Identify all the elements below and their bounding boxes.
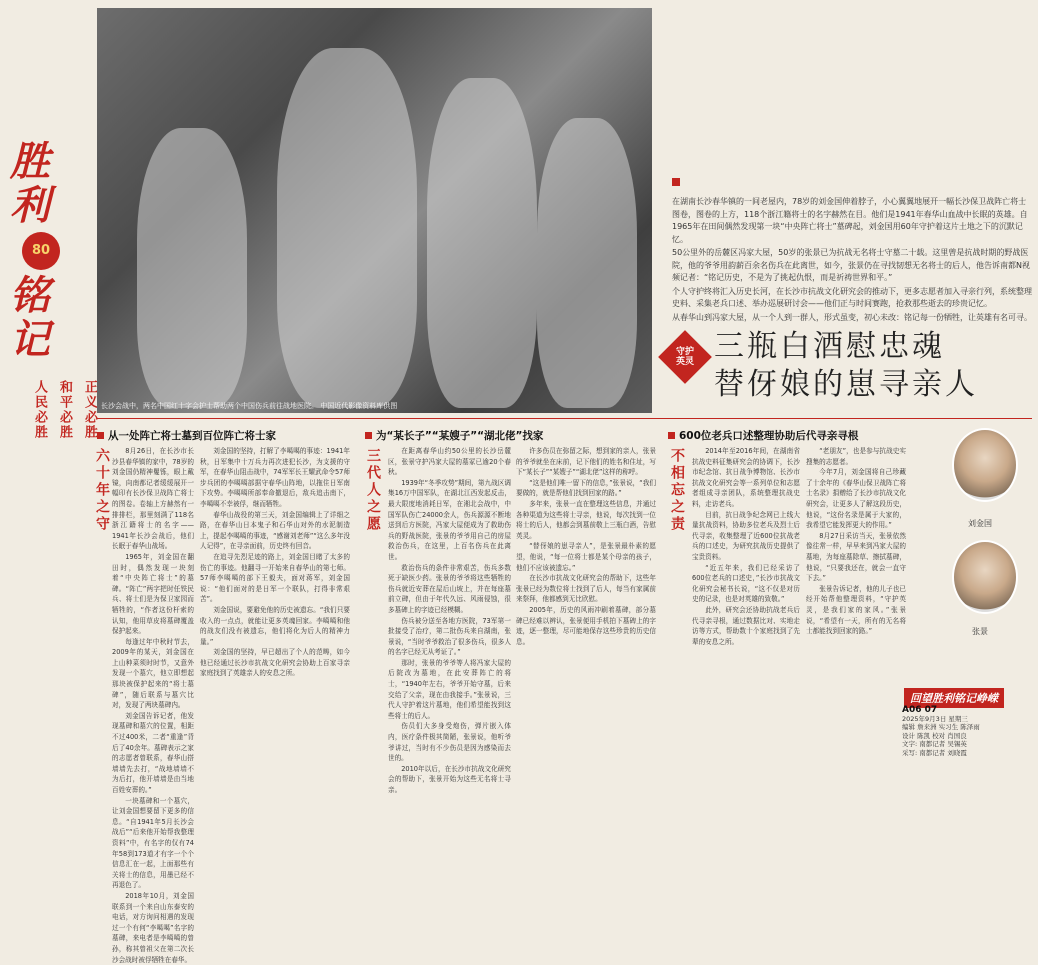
- body-paragraph: 在长沙市抗战文化研究会的帮助下，这些年张景已经为数位将士找到了后人，每当有家属前来祭拜，他都感到无比欣慰。: [516, 574, 656, 604]
- masthead-char-3: 铭: [10, 272, 50, 319]
- section-divider: [97, 418, 1032, 419]
- article-body: [112, 446, 194, 964]
- body-paragraph: 1965年，刘金国在翻田时，偶然发现一块刻着“中央阵亡将士”的墓碑。“阵亡”两字把时任铁民兵、将士们是为保卫家园而牺牲的，“作者这份杆索的认知，他用草皮将墓碑覆盖保护起来。: [112, 552, 194, 636]
- column-vertical-title: 不相忘之责: [669, 448, 685, 533]
- body-paragraph: 8月26日，在长沙市长沙县春华镇的家中，78岁的刘金国仍精神矍铄，眼上戴镜，向南都记者缓缓展开一幅印有长沙保卫战阵亡将士的图卷。卷轴上方赫然有一排排栏，那里刻满了118名浙江籍将士的名字——1941年长沙会战后，他们长眠于春华山战场。: [112, 447, 194, 551]
- anniversary-badge: 80: [22, 232, 60, 270]
- historic-photo: [97, 8, 652, 413]
- masthead-char-2: 利: [10, 182, 50, 229]
- slogans: [30, 380, 99, 440]
- intro-paragraph: 从春华山到冯家大屋，从一个人到一群人，形式虽变，初心未改：铭记每一份牺牲，让英雄有名可寻。: [672, 312, 1032, 322]
- body-paragraph: 2014年至2016年间，在湖南省抗战史料征集研究会的协调下，长沙市纪念馆、抗日战争博物馆、长沙市抗战文化研究会等一系列单位和志愿者组成寻亲团队，系统整理抗战史料，走访老兵。: [692, 447, 800, 508]
- intro-paragraph: 50公里外的岳麓区冯家大屋，50岁的张景已为抗战无名将士守墓二十载。这里曾是抗战时期的野战医院，他的爷爷用韵薪百余名伤兵在此离世，如今，张景仍在寻找韧想无名将士的后人，他告诉南都N视频记者：“铭记历史，不是为了挑起仇恨，而是祈祷世界和平。”: [672, 248, 1030, 282]
- portrait-liu-jinguo: [952, 428, 1018, 502]
- slogan-peace: 和平必胜: [57, 380, 72, 440]
- body-paragraph: 8月27日采访当天，张景依然像往常一样，早早来到冯家大屋的墓地，为每座墓除草、擦拭墓碑，他说，“只要我还在，就会一直守下去。”: [806, 531, 906, 583]
- body-paragraph: 张景告诉记者，他的儿子也已经开始帮他整理资料，“守护英灵，是我们家的家风。”张景说，“希望有一天，所有的无名将士都能找到回家的路。”: [806, 584, 906, 636]
- body-paragraph: 伤兵被分送至各地方医院，73军第一批接受了治疗，第二批伤兵来自湖南，张景说，“当时爷爷救治了很多伤兵，很多人的名字已经无从考证了。”: [388, 616, 511, 657]
- column-heading: 从一处阵亡将士墓到百位阵亡将士家: [97, 428, 276, 443]
- body-paragraph: 救治伤兵的条件非常艰苦，伤兵多数死于缺医少药。张景的爷爷将这些牺牲的伤兵就近安葬在屋后山坡上，并在每座墓前立碑，但由于年代久远、风雨侵蚀，很多墓碑上的字迹已经模糊。: [388, 563, 511, 614]
- masthead-char-1: 胜: [10, 138, 50, 185]
- body-paragraph: 目前，抗日战争纪念网已上线大量抗战资料，协助多位老兵及烈士后代寻亲，收集整理了近600位抗战老兵的口述史，为研究抗战历史提供了宝贵资料。: [692, 510, 800, 561]
- portrait-name: 张景: [972, 627, 988, 636]
- body-paragraph: 许多伤员在弥留之际，想到家的亲人，张景的爷爷就坐在床前，记下他们的姓名和住址，写下“某长子”“某嫂子”“湖北佬”这样的称呼。: [516, 447, 656, 477]
- article-body: [200, 446, 350, 746]
- body-paragraph: “这是他们唯一留下的信息，”张景说，“我们要做的，就是帮他们找到回家的路。”: [516, 478, 656, 498]
- article-body: [692, 446, 800, 746]
- body-paragraph: 刘金国的坚持，打解了李噶噶的事迹：1941年秋，日军集中十万兵力再次进犯长沙，为支援的守军，在春华山阻击战中，74军军长王耀武命令57师步兵团的李噶噶部据守春华山阵地，以拖住日军南下攻势。李噶噶所部奉命撤退后，敌兵追击南下，李噶噶不幸被俘，继而牺牲。: [200, 447, 350, 508]
- column-heading: 为“某长子”“某嫂子”“湖北佬”找家: [365, 428, 543, 443]
- body-paragraph: 此外，研究会还协助抗战老兵后代寻亲寻根，通过数据比对、实地走访等方式，帮助数十个家庭找到了先辈的安息之所。: [692, 605, 800, 646]
- masthead-char-4: 记: [10, 316, 50, 363]
- left-strip: [0, 0, 97, 750]
- footer-banner: 回望胜利铭记峥嵘: [904, 688, 1004, 708]
- footer-meta: [902, 706, 980, 757]
- section-tag-label: 守护英灵: [675, 347, 694, 367]
- body-paragraph: 2018年10月，刘金国联系到一个来自山东泰安的电话，对方询问相遇的发现过一个有何“李噶噶”名字的墓碑，来电者是李噶噶的曾孙，称其曾祖父在第二次长沙会战时被俘牺牲在春华。: [112, 891, 194, 964]
- body-paragraph: “近五年来，我们已经采访了600位老兵的口述史，”长沙市抗战文化研究会秘书长说，“这不仅是对历史的记录，也是对英雄的致敬。”: [692, 563, 800, 604]
- body-paragraph: 一块墓碑和一个墓穴，让刘金国想要留下更多的信息。“自1941年5月长沙会战后”“后来他开始帮我整理资料”中，有名字的仅有74年58到173道才有字一个个信息汇在一起，上面那些有关将士的信息，用墨已经不再退色了。: [112, 796, 194, 890]
- body-paragraph: 1939年“冬季攻势”期间，第九战区调集16万中国军队，在湖北江西发起反击，最大限度地消耗日军，在湘北会战中，中国军队伤亡24000余人，伤兵源源不断地送到后方医院，冯家大屋便成为了救助伤兵的野战医院，张景的爷爷用自己的房屋救治伤兵，在这里，上百名伤兵在此离世。: [388, 478, 511, 561]
- column-vertical-title: 六十年之守: [94, 448, 110, 533]
- figure-shape: [537, 118, 637, 408]
- section-tag: [658, 330, 712, 384]
- article-body: [806, 446, 906, 684]
- body-paragraph: “老朋友”，也是参与抗战史实搜集的志愿者。: [806, 447, 906, 466]
- body-paragraph: “替伢娘的崽寻亲人”，是张景最朴素的愿望，他说，“每一位将士都是某个母亲的孩子，他们不应该被遗忘。”: [516, 542, 656, 572]
- headline-line-1: 三瓶白酒慰忠魂: [714, 329, 945, 364]
- column-heading: 600位老兵口述整理协助后代寻亲寻根: [668, 428, 858, 443]
- column-vertical-title: 三代人之愿: [365, 448, 381, 533]
- editor-line: 采写: 南都记者 刘晓霞: [902, 748, 967, 757]
- slogan-justice: 正义必胜: [82, 380, 97, 440]
- masthead: [10, 140, 80, 362]
- portrait-zhang-jing: [952, 540, 1018, 614]
- article-body: [388, 446, 511, 794]
- intro-marker: [672, 178, 680, 186]
- body-paragraph: 每逢过年中秋时节去，2009年的某天，刘金国在上山种菜须时时节，又意外发现一个墓穴，他立即想起那块被保护起来的“将士墓碑”，随后联系与墓穴比对，发现了两块墓碑内。: [112, 637, 194, 710]
- body-paragraph: 春华山战役的第三天，刘金国编辑上了详细之路，在春华山日本鬼子和石华山对外的水泥制造上，提起李噶噶的事迹，“感谢刘老师”“这么多年没人记得”，在寻亲面前，历史终有回音。: [200, 510, 350, 551]
- body-paragraph: 2010年以后，在长沙市抗战文化研究会的帮助下，张景开始为这些无名将士寻亲。: [388, 764, 511, 794]
- headline-line-2: 替伢娘的崽寻亲人: [714, 367, 978, 402]
- intro-paragraph: 个人守护终将汇入历史长河，在长沙市抗战文化研究会的推动下，更多志愿者加入寻亲行列，系统整理史料、采集老兵口述、举办巡展研讨会——他们正与时间赛跑，抢救那些逝去的珍贵记忆。: [672, 286, 1032, 308]
- intro-text: [672, 196, 1034, 325]
- figure-shape: [277, 48, 417, 408]
- editor-line: 文字: 南都记者 吴锡英: [902, 740, 967, 748]
- intro-paragraph: 在湖南长沙春华镇的一间老屋内，78岁的刘金国伸着脖子，小心翼翼地展开一幅长沙保卫战阵亡将士图卷，图卷的上方，118个浙江籍将士的名字赫然在目。他们是1941年春华山血战中长眠的英雄。自1965年在田间偶然发现第一块“中央阵亡将士”墓碑起，刘金国用60年守护着这片土地之下的沉默记忆。: [672, 197, 1028, 244]
- body-paragraph: 今年7月，刘金国将自己珍藏了十余年的《春华山保卫战阵亡将士名录》捐赠给了长沙市抗战文化研究会，让更多人了解这段历史，他说，“这份名录是属于大家的，我希望它能发挥更大的作用。”: [806, 468, 906, 530]
- body-paragraph: 刘金国的坚持，早已超出了个人的范畴，如今他已经通过长沙市抗战文化研究会协助上百家寻亲家庭找到了英雄亲人的安息之所。: [200, 648, 350, 678]
- body-paragraph: 多年来，张景一直在整理这些信息，并通过各种渠道为这些将士寻亲，他说，每次找到一位将士的后人，他都会到墓前敬上三瓶白酒，告慰英灵。: [516, 499, 656, 540]
- page-number: A06 07: [902, 705, 938, 715]
- body-paragraph: 刘金国说，要避免他的历史被遗忘。“我们只要收入的一点点，就能让更多英魂回家。李噶噶和他的战友们没有被遗忘，他们将化为后人的精神力量。”: [200, 605, 350, 646]
- photo-caption: 长沙会战中，两名中国红十字会护士帮助两个中国伤兵前往战地医院。 中国近代影像资料库供图: [101, 402, 398, 410]
- body-paragraph: 伤员们大多身受炮伤，弹片嵌入体内，医疗条件极其简陋，张景说，他听爷爷讲过，当时有不少伤员是因为感染而去世的。: [388, 722, 511, 763]
- portrait-name: 刘金国: [968, 519, 992, 528]
- headline: [714, 328, 978, 404]
- editor-line: 设计 陈凯 校对 肖国良: [902, 731, 967, 740]
- body-paragraph: 在追寻先烈足迹的路上，刘金国目睹了太多的伤亡的事迹。他翻寻一开始来自春华山的第七师。57师李噶噶的部下王毅夫，面对蒋军，刘金国说：“他们面对的是日军一个联队，打得非常艰苦”。: [200, 552, 350, 604]
- body-paragraph: 刘金国告诉记者，他发现墓碑和墓穴的位置，相距不过400米，二者“重逢”背后了40余年。墓碑表示之家的志愿者曾联系，春华山搭墙墙先去打，“战地墙墙不为后打，他开墙墙是由当地百姓安葬的。”: [112, 711, 194, 794]
- issue-date: 2025年9月3日 星期三: [902, 714, 968, 723]
- editor-line: 编辑 詹来洲 实习生 陈泽雨: [902, 723, 980, 731]
- body-paragraph: 那时，张景的爷爷等人将冯家大屋的后院改为墓地，在此安葬阵亡的将士，“1940年左右，爷爷开始守墓，后来交给了父亲，现在由我接手。”张景说，三代人守护着这片墓地，他们希望能找到这些将士的后人。: [388, 658, 511, 720]
- body-paragraph: 2005年，历史的风雨冲刷着墓碑，部分墓碑已经难以辨认，张景便用手机拍下墓碑上的字迹，逐一整理，尽可能地保存这些珍贵的历史信息。: [516, 605, 656, 646]
- body-paragraph: 在距离春华山约50公里的长沙岳麓区，张景守护冯家大屋的墓冢已逾20个春秋。: [388, 447, 511, 477]
- slogan-people: 人民必胜: [32, 380, 47, 440]
- figure-shape: [427, 78, 537, 408]
- article-body: [516, 446, 656, 746]
- figure-shape: [137, 128, 247, 408]
